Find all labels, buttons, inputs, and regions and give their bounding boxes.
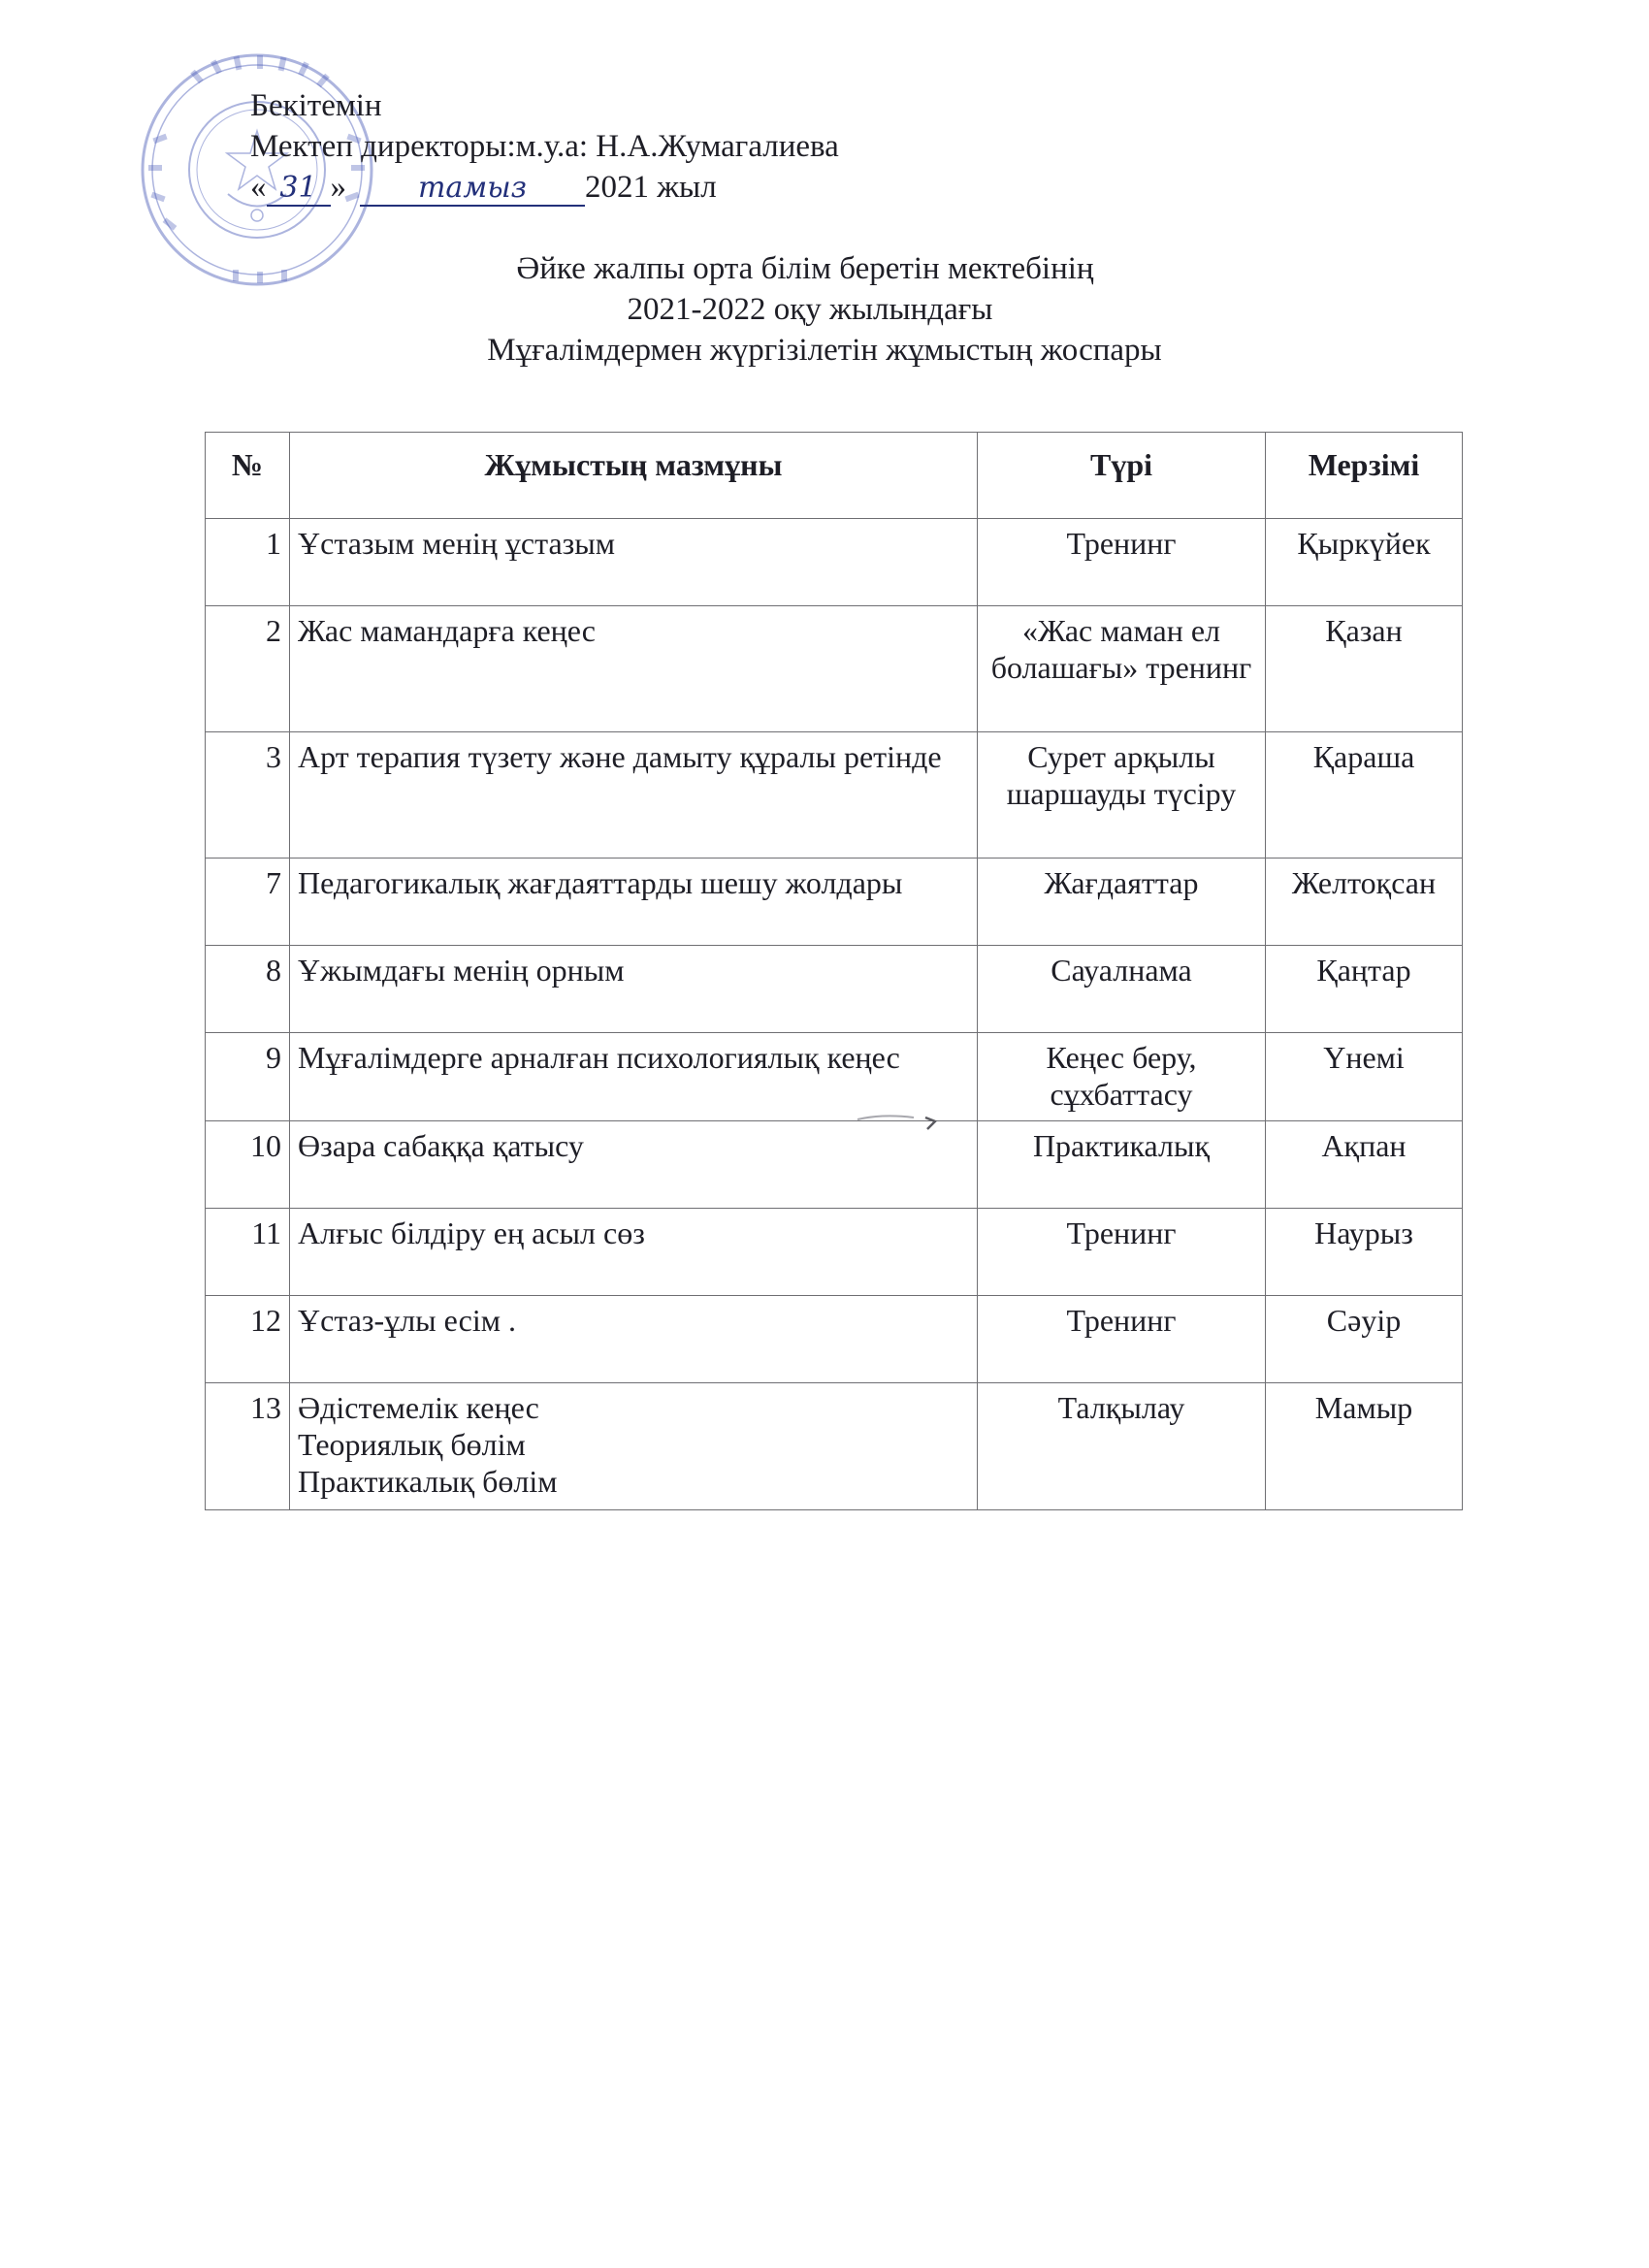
- row-type: «Жас маман ел болашағы» тренинг: [978, 606, 1266, 732]
- table-row: [206, 1209, 1463, 1296]
- header-num: №: [206, 433, 290, 519]
- row-num: 13: [206, 1383, 290, 1510]
- row-content: Әдістемелік кеңес Теориялық бөлім Практикалық бөлім: [290, 1383, 978, 1510]
- header-type: Түрі: [978, 433, 1266, 519]
- row-term: Желтоқсан: [1266, 859, 1463, 946]
- row-content: Педагогикалық жағдаяттарды шешу жолдары: [290, 859, 978, 946]
- row-term: Наурыз: [1266, 1209, 1463, 1296]
- row-term: Қазан: [1266, 606, 1463, 732]
- title-line-school: Әйке жалпы орта білім беретін мектебінің: [516, 251, 1094, 286]
- row-term: Үнемі: [1266, 1033, 1463, 1121]
- table-row: [206, 732, 1463, 859]
- row-term: Қаңтар: [1266, 946, 1463, 1033]
- row-content: Алғыс білдіру ең асыл сөз: [290, 1209, 978, 1296]
- title-line-plan: Мұғалімдермен жүргізілетін жұмыстың жоспары: [487, 333, 1162, 368]
- row-type: Талқылау: [978, 1383, 1266, 1510]
- table-row: [206, 946, 1463, 1033]
- quote-open: «: [250, 170, 267, 205]
- quote-close: »: [330, 170, 346, 205]
- row-num: 11: [206, 1209, 290, 1296]
- approval-title: Бекітемін: [250, 88, 382, 123]
- row-type: Тренинг: [978, 1209, 1266, 1296]
- row-content: Арт терапия түзету және дамыту құралы ретінде: [290, 732, 978, 859]
- header-term: Мерзімі: [1266, 433, 1463, 519]
- row-num: 1: [206, 519, 290, 606]
- director-line: Мектеп директоры:м.у.а: Н.А.Жумагалиева: [250, 129, 839, 164]
- table-row: [206, 1033, 1463, 1121]
- table-row: [206, 606, 1463, 732]
- row-term: Сәуір: [1266, 1296, 1463, 1383]
- row-num: 10: [206, 1121, 290, 1209]
- handwritten-day: 31: [267, 172, 331, 207]
- table-row: [206, 1296, 1463, 1383]
- row-type: Тренинг: [978, 1296, 1266, 1383]
- table-header-row: [206, 433, 1463, 519]
- row-num: 3: [206, 732, 290, 859]
- row-type: Практикалық: [978, 1121, 1266, 1209]
- work-plan-table: [205, 432, 1463, 1510]
- row-content: Ұжымдағы менің орным: [290, 946, 978, 1033]
- row-term: Қараша: [1266, 732, 1463, 859]
- row-num: 2: [206, 606, 290, 732]
- approval-year: 2021 жыл: [585, 170, 717, 205]
- row-content: Ұстазым менің ұстазым: [290, 519, 978, 606]
- row-content: Жас мамандарға кеңес: [290, 606, 978, 732]
- title-line-year: 2021-2022 оқу жылындағы: [627, 292, 993, 327]
- stray-pen-mark: [854, 1106, 951, 1135]
- row-term: Ақпан: [1266, 1121, 1463, 1209]
- row-num: 9: [206, 1033, 290, 1121]
- row-content: Өзара сабаққа қатысу: [290, 1121, 978, 1209]
- table-row: [206, 859, 1463, 946]
- approval-date-line: [250, 167, 839, 208]
- header-content: Жұмыстың мазмұны: [290, 433, 978, 519]
- approval-block: [250, 85, 839, 208]
- row-type: Тренинг: [978, 519, 1266, 606]
- table-row: [206, 1121, 1463, 1209]
- table-row: [206, 1383, 1463, 1510]
- row-num: 7: [206, 859, 290, 946]
- table-row: [206, 519, 1463, 606]
- row-content: Мұғалімдерге арналған психологиялық кеңес: [290, 1033, 978, 1121]
- row-num: 8: [206, 946, 290, 1033]
- handwritten-month: тамыз: [360, 172, 585, 207]
- row-type: Сурет арқылы шаршауды түсіру: [978, 732, 1266, 859]
- row-type: Сауалнама: [978, 946, 1266, 1033]
- row-type: Жағдаяттар: [978, 859, 1266, 946]
- row-type: Кеңес беру, сұхбаттасу: [978, 1033, 1266, 1121]
- row-term: Қыркүйек: [1266, 519, 1463, 606]
- row-num: 12: [206, 1296, 290, 1383]
- row-content: Ұстаз-ұлы есім .: [290, 1296, 978, 1383]
- row-term: Мамыр: [1266, 1383, 1463, 1510]
